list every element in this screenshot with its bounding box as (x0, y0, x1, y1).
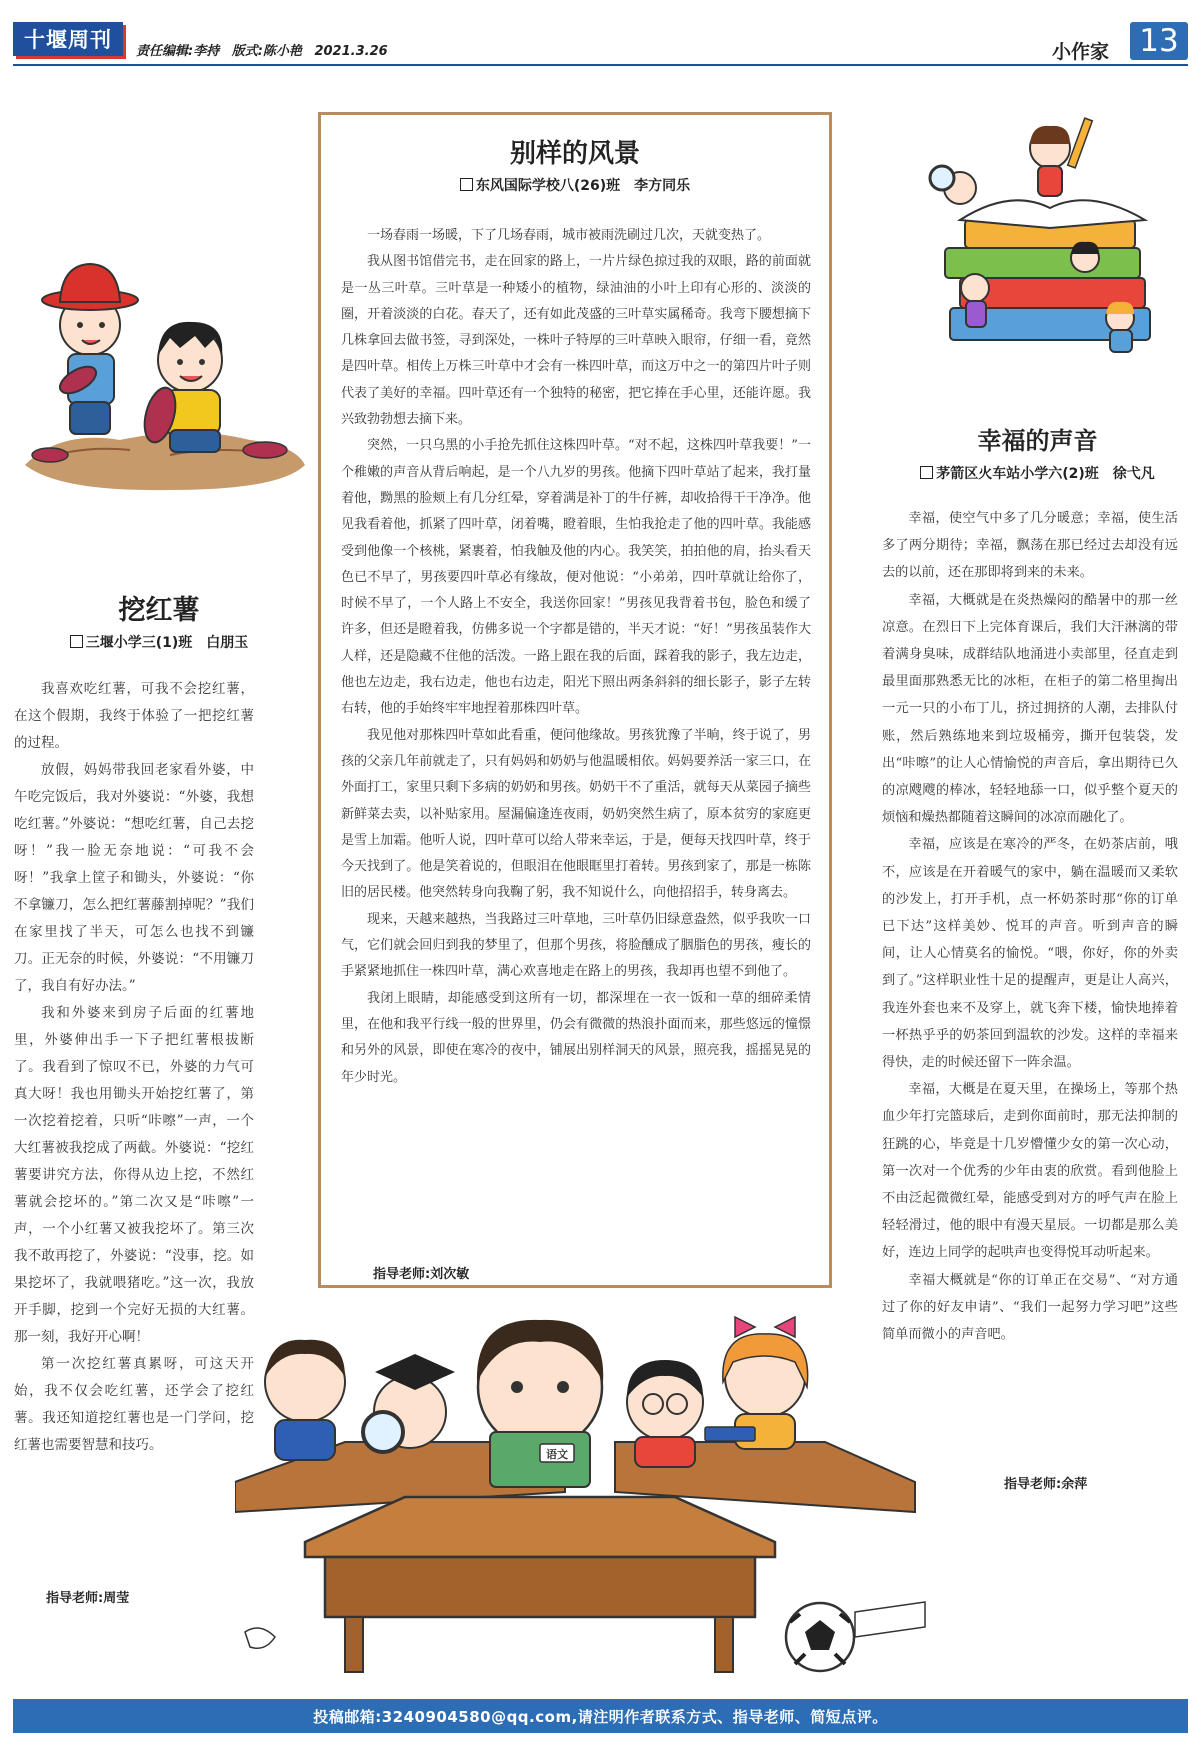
page-header (0, 0, 1200, 63)
kids-on-books-illustration (920, 108, 1185, 363)
left-article-title: 挖红薯 (118, 595, 200, 626)
page-number: 13 (1130, 22, 1188, 60)
paragraph: 幸福，大概是在夏天里，在操场上，等那个热血少年打完篮球后，走到你面前时，那无法抑制的狂跳的心，毕竟是十几岁懵懂少女的第一次心动，第一次对一个优秀的少年由衷的欣赏。看到他脸上不由泛起微微红晕，能感受到对方的呼气声在脸上轻轻滑过，他的眼中有漫天星辰。一切都是那么美好，连边上同学的起哄声也变得悦耳动听起来。 (882, 1082, 1178, 1261)
right-byline-text: 茅箭区火车站小学六(2)班 徐弋凡 (936, 466, 1155, 482)
masthead-logo (13, 22, 123, 56)
paragraph: 我从图书馆借完书，走在回家的路上，一片片绿色掠过我的双眼，路的前面就是一丛三叶草。三叶草是一种矮小的植物，绿油油的小叶上印有心形的、淡淡的圈，开着淡淡的白花。春天了，还有如此茂盛的三叶草实属稀奇。我弯下腰想摘下几株拿回去做书签，寻到深处，一株叶子特厚的三叶草映入眼帘，仔细一看，竟然是四叶草。相传上万株三叶草中才会有一株四叶草，而这万中之一的第四片叶子则代表了美好的幸福。四叶草还有一个独特的秘密，把它捧在手心里，还能许愿。我兴致勃勃想去摘下来。 (341, 254, 811, 428)
paragraph: 放假，妈妈带我回老家看外婆，中午吃完饭后，我对外婆说：“外婆，我想吃红薯。”外婆说：“想吃红薯，自己去挖呀！”我一脸无奈地说：“可我不会呀！”我拿上筐子和锄头，外婆说：“你不拿镰刀，怎么把红薯藤割掉呢？”我们在家里找了半天，可怎么也找不到镰刀。正无奈的时候，外婆说：“不用镰刀了，我自有好办法。” (14, 762, 254, 994)
right-article-byline (880, 463, 1195, 483)
left-article-byline (14, 632, 304, 652)
byline-box-icon (460, 178, 473, 191)
center-article-teacher: 指导老师:刘次敏 (373, 1267, 470, 1282)
paragraph: 我和外婆来到房子后面的红薯地里，外婆伸出手一下子把红薯根拔断了。我看到了惊叹不已，外婆的力气可真大呀！我也用锄头开始挖红薯了，第一次挖着挖着，只听“咔嚓”一声，一个大红薯被我挖成了两截。外婆说：“挖红薯要讲究方法，你得从边上挖，不然红薯就会挖坏的。”第二次又是“咔嚓”一声，一个小红薯又被我挖坏了。第三次我不敢再挖了，外婆说：“没事，挖。如果挖坏了，我就喂猪吃。”这一次，我放开手脚，挖到一个完好无损的大红薯。那一刻，我好开心啊！ (14, 1005, 254, 1345)
paragraph: 幸福，应该是在寒冷的严冬，在奶茶店前，哦不，应该是在开着暖气的家中，躺在温暖而又柔软的沙发上，打开手机，点一杯奶茶时那“你的订单已下达”这样美妙、悦耳的声音。听到声音的瞬间，让人心情莫名的愉悦。“喂，你好，你的外卖到了。”这样职业性十足的提醒声，更是让人高兴，我连外套也来不及穿上，就飞奔下楼，愉快地捧着一杯热乎乎的奶茶回到温软的沙发。这样的幸福来得快，走的时候还留下一阵余温。 (882, 837, 1178, 1071)
paragraph: 第一次挖红薯真累呀，可这天开始，我不仅会吃红薯，还学会了挖红薯。我还知道挖红薯也是一门学问，挖红薯也需要智慧和技巧。 (14, 1356, 254, 1453)
paragraph: 幸福，使空气中多了几分暖意；幸福，使生活多了两分期待；幸福，飘荡在那已经过去却没有远去的以前，还在那即将到来的未来。 (882, 511, 1178, 581)
paragraph: 幸福大概就是“你的订单正在交易”、“对方通过了你的好友申请”、“我们一起努力学习吧”这些简单而微小的声音吧。 (882, 1272, 1178, 1343)
byline-box-icon (70, 635, 83, 648)
issue-date: 2021.3.26 (314, 44, 388, 59)
center-article-byline (321, 175, 829, 195)
section-name: 小作家 (1052, 41, 1110, 63)
kids-reading-at-desks-illustration (235, 1292, 935, 1692)
book-label: 语文 (546, 1448, 568, 1461)
left-byline-text: 三堰小学三(1)班 白朋玉 (85, 635, 249, 651)
center-article-title: 别样的风景 (509, 139, 640, 169)
header-rule (13, 64, 1188, 66)
paragraph: 一场春雨一场暖，下了几场春雨，城市被雨洗刷过几次，天就变热了。 (367, 228, 771, 243)
center-article (318, 112, 832, 1288)
paragraph: 我见他对那株四叶草如此看重，便问他缘故。男孩犹豫了半晌，终于说了，男孩的父亲几年前就走了，只有妈妈和奶奶与他温暖相依。妈妈要养活一家三口，在外面打工，家里只剩下多病的奶奶和男孩。奶奶干不了重活，就每天从菜园子摘些新鲜菜去卖，以补贴家用。屋漏偏逢连夜雨，奶奶突然生病了，原本贫穷的家庭更是雪上加霜。他听人说，四叶草可以给人带来幸运，于是，便每天找四叶草，终于今天找到了。他是笑着说的，但眼泪在他眼眶里打着转。男孩到家了，那是一栋陈旧的居民楼。他突然转身向我鞠了躬，我不知说什么，向他招招手，转身离去。 (341, 727, 811, 901)
right-article-title: 幸福的声音 (977, 426, 1098, 455)
center-article-body (341, 223, 811, 1091)
left-article-teacher: 指导老师:周莹 (46, 1591, 130, 1606)
submission-footer (13, 1699, 1188, 1733)
paragraph: 现来，天越来越热，当我路过三叶草地，三叶草仍旧绿意盎然，似乎我吹一口气，它们就会回归到我的梦里了，但那个男孩，将脸醺成了胭脂色的男孩，瘦长的手紧紧地抓住一株四叶草，满心欢喜地走在路上的男孩，我却再也望不到他了。 (341, 911, 811, 980)
submission-email-text: 投稿邮箱:3240904580@qq.com,请注明作者联系方式、指导老师、简短点评。 (313, 1707, 888, 1726)
children-digging-sweet-potatoes-illustration (20, 250, 310, 495)
editor-credit: 责任编辑:李持 (136, 44, 220, 59)
paragraph: 我闭上眼睛，却能感受到这所有一切，都深埋在一衣一饭和一草的细碎柔情里，在他和我平行线一般的世界里，仍会有微微的热浪扑面而来，那些悠远的憧憬和另外的风景，即使在寒冷的夜中，铺展出别样洞天的风景，照亮我，摇摇晃晃的年少时光。 (341, 990, 811, 1085)
paragraph: 我喜欢吃红薯，可我不会挖红薯，在这个假期，我终于体验了一把挖红薯的过程。 (14, 681, 254, 751)
right-article-body (882, 505, 1178, 1348)
layout-credit: 版式:陈小艳 (231, 44, 302, 59)
header-meta (136, 40, 396, 59)
masthead-text: 十堰周刊 (24, 27, 112, 52)
paragraph: 突然，一只乌黑的小手抢先抓住这株四叶草。“对不起，这株四叶草我要！”一个稚嫩的声音从背后响起，是一个八九岁的男孩。他摘下四叶草站了起来，我打量着他，黝黑的脸颊上有几分红晕，穿着满是补丁的牛仔裤，却收拾得干干净净。他见我看着他，抓紧了四叶草，闭着嘴，瞪着眼，生怕我抢走了他的四叶草。我能感受到他像一个核桃，紧裹着，怕我触及他的内心。我笑笑，拍拍他的肩，抬头看天色已不早了，男孩要四叶草必有缘故，便对他说：“小弟弟，四叶草就让给你了，时候不早了，一个人路上不安全，我送你回家！”男孩见我背着书包，脸色和缓了许多，但还是瞪着我，仿佛多说一个字都是错的，半天才说：“好！”男孩虽装作大人样，还是隐藏不住他的活泼。一路上跟在我的后面，踩着我的影子，我左边走，他也左边走，我右边走，他也右边走，阳光下照出两条斜斜的细长影子，影子左转右转，他的手始终牢牢地捏着那株四叶草。 (341, 438, 811, 717)
center-byline-text: 东风国际学校八(26)班 李方同乐 (475, 178, 691, 194)
left-article-body (14, 676, 254, 1459)
paragraph: 幸福，大概就是在炎热燥闷的酷暑中的那一丝凉意。在烈日下上完体育课后，我们大汗淋漓的带着满身臭味，成群结队地涌进小卖部里，径直走到最里面那熟悉无比的冰柜，在柜子的第二格里掏出一元一只的小布丁儿，挤过拥挤的人潮，去排队付账，然后熟练地来到垃圾桶旁，撕开包装袋，发出“咔嚓”的让人心情愉悦的声音后，拿出期待已久的凉飕飕的棒冰，轻轻地舔一口，似乎整个夏天的烦恼和燥热都随着这瞬间的冰凉而融化了。 (882, 592, 1178, 826)
byline-box-icon (920, 466, 933, 479)
right-article-teacher: 指导老师:余萍 (1004, 1477, 1088, 1492)
